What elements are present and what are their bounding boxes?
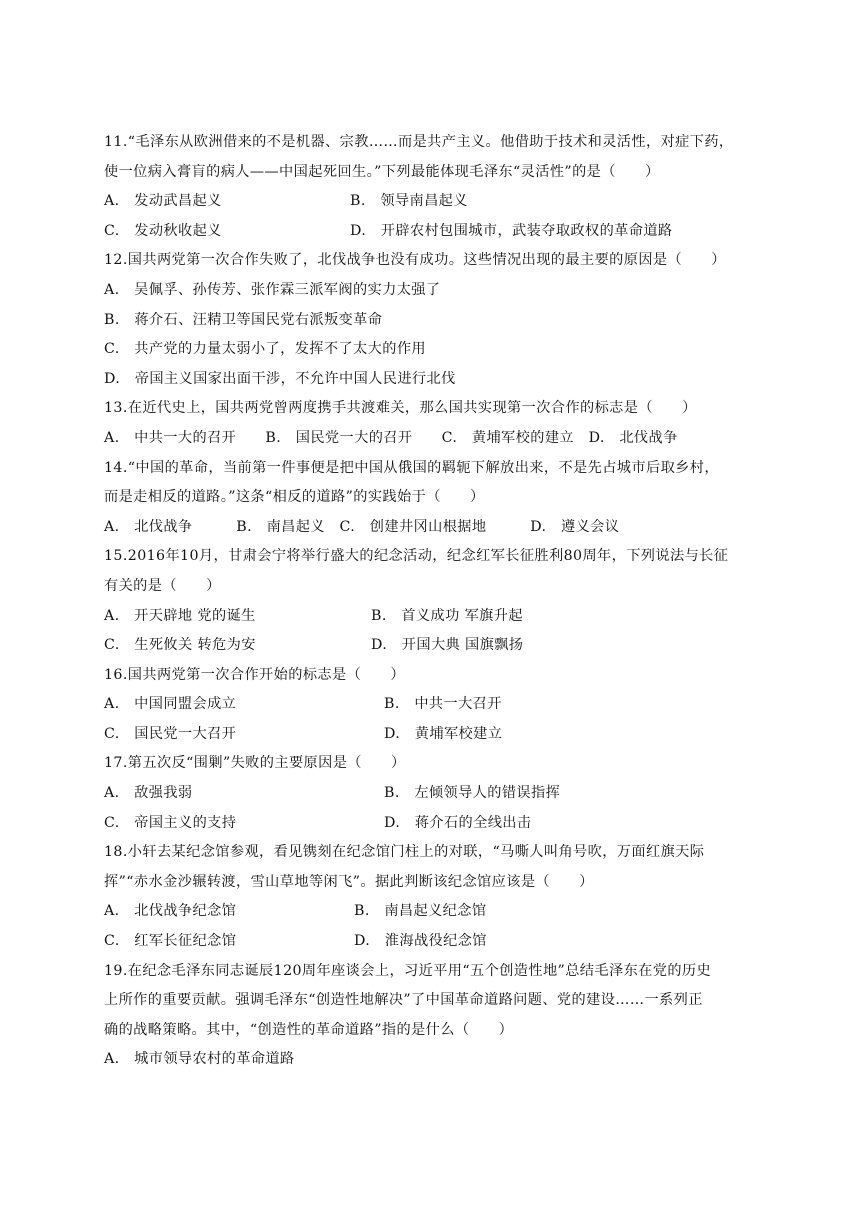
option-d: D. 开辟农村包围城市，武装夺取政权的革命道路 xyxy=(350,222,673,239)
question-19 xyxy=(104,957,760,1075)
option-c: C. 发动秋收起义 xyxy=(104,222,222,239)
question-stem: 16.国共两党第一次合作开始的标志是（ ） xyxy=(104,666,405,683)
option-c: C. 红军长征纪念馆 xyxy=(104,933,237,950)
question-12 xyxy=(104,246,760,394)
option-row xyxy=(104,602,760,632)
option-d: D. 淮海战役纪念馆 xyxy=(354,933,487,950)
option-a: A. 发动武昌起义 xyxy=(104,193,222,210)
option-row: A. 中共一大的召开 B. 国民党一大的召开 C. 黄埔军校的建立 D. 北伐战争 xyxy=(104,429,678,446)
option-b: B. 中共一大召开 xyxy=(384,696,502,713)
option-row xyxy=(104,217,760,247)
option-a: A. 吴佩孚、孙传芳、张作霖三派军阀的实力太强了 xyxy=(104,281,441,298)
question-11 xyxy=(104,128,760,246)
option-row xyxy=(104,690,760,720)
option-b: B. 首义成功 军旗升起 xyxy=(371,607,523,624)
question-stem: 18.小轩去某纪念馆参观，看见镌刻在纪念馆门柱上的对联，“马嘶人叫角号吹，万面红旗天际 xyxy=(104,844,705,861)
question-stem: 挥”“赤水金沙辗转渡，雪山草地等闲飞”。据此判断该纪念馆应该是（ ） xyxy=(104,873,594,890)
document-page xyxy=(104,128,760,1075)
option-d: D. 开国大典 国旗飘扬 xyxy=(371,637,524,654)
question-17 xyxy=(104,749,760,838)
question-stem: 13.在近代史上，国共两党曾两度携手共渡难关，那么国共实现第一次合作的标志是（ ） xyxy=(104,400,697,417)
option-a: A. 开天辟地 党的诞生 xyxy=(104,607,256,624)
question-stem: 14.“中国的革命，当前第一件事便是把中国从俄国的羁轭下解放出来，不是先占城市后取乡村， xyxy=(104,459,719,476)
option-row xyxy=(104,720,760,750)
option-row xyxy=(104,631,760,661)
option-c: C. 国民党一大召开 xyxy=(104,725,237,742)
question-stem: 有关的是（ ） xyxy=(104,577,221,594)
option-row xyxy=(104,779,760,809)
option-b: B. 领导南昌起义 xyxy=(350,193,468,210)
option-a: A. 城市领导农村的革命道路 xyxy=(104,1051,295,1068)
option-b: B. 蒋介石、汪精卫等国民党右派叛变革命 xyxy=(104,311,383,328)
option-d: D. 帝国主义国家出面干涉，不允许中国人民进行北伐 xyxy=(104,370,456,387)
option-d: D. 黄埔军校建立 xyxy=(384,725,503,742)
option-row xyxy=(104,897,760,927)
question-18 xyxy=(104,838,760,956)
option-a: A. 敌强我弱 xyxy=(104,785,193,802)
question-stem: 确的战略策略。其中，“创造性的革命道路”指的是什么（ ） xyxy=(104,1021,514,1038)
option-d: D. 蒋介石的全线出击 xyxy=(384,814,532,831)
option-c: C. 生死攸关 转危为安 xyxy=(104,637,256,654)
option-c: C. 共产党的力量太弱小了，发挥不了太大的作用 xyxy=(104,341,426,358)
option-row: A. 北伐战争 B. 南昌起义 C. 创建井冈山根据地 D. 遵义会议 xyxy=(104,518,620,535)
question-stem: 上所作的重要贡献。强调毛泽东“创造性地解决”了中国革命道路问题、党的建设……一系列正 xyxy=(104,992,703,1009)
question-stem: 使一位病入膏肓的病人——中国起死回生。”下列最能体现毛泽东“灵活性”的是（ ） xyxy=(104,163,660,180)
question-stem: 15.2016年10月，甘肃会宁将举行盛大的纪念活动，纪念红军长征胜利80周年，下列说法与长征 xyxy=(104,548,729,565)
question-stem: 19.在纪念毛泽东同志诞辰120周年座谈会上，习近平用“五个创造性地”总结毛泽东在党的历史 xyxy=(104,962,712,979)
option-c: C. 帝国主义的支持 xyxy=(104,814,237,831)
option-row xyxy=(104,927,760,957)
question-15 xyxy=(104,542,760,660)
option-b: B. 南昌起义纪念馆 xyxy=(354,903,487,920)
question-stem: 而是走相反的道路。”这条“相反的道路”的实践始于（ ） xyxy=(104,489,485,506)
option-b: B. 左倾领导人的错误指挥 xyxy=(384,785,561,802)
question-stem: 17.第五次反“围剿”失败的主要原因是（ ） xyxy=(104,755,406,772)
question-16 xyxy=(104,661,760,750)
question-13 xyxy=(104,394,760,453)
question-stem: 12.国共两党第一次合作失败了，北伐战争也没有成功。这些情况出现的最主要的原因是（ ） xyxy=(104,252,726,269)
option-a: A. 中国同盟会成立 xyxy=(104,696,237,713)
question-stem: 11.“毛泽东从欧洲借来的不是机器、宗教……而是共产主义。他借助于技术和灵活性，对症下药， xyxy=(104,134,734,150)
option-a: A. 北伐战争纪念馆 xyxy=(104,903,237,920)
question-14 xyxy=(104,454,760,543)
option-row xyxy=(104,187,760,217)
option-row xyxy=(104,809,760,839)
